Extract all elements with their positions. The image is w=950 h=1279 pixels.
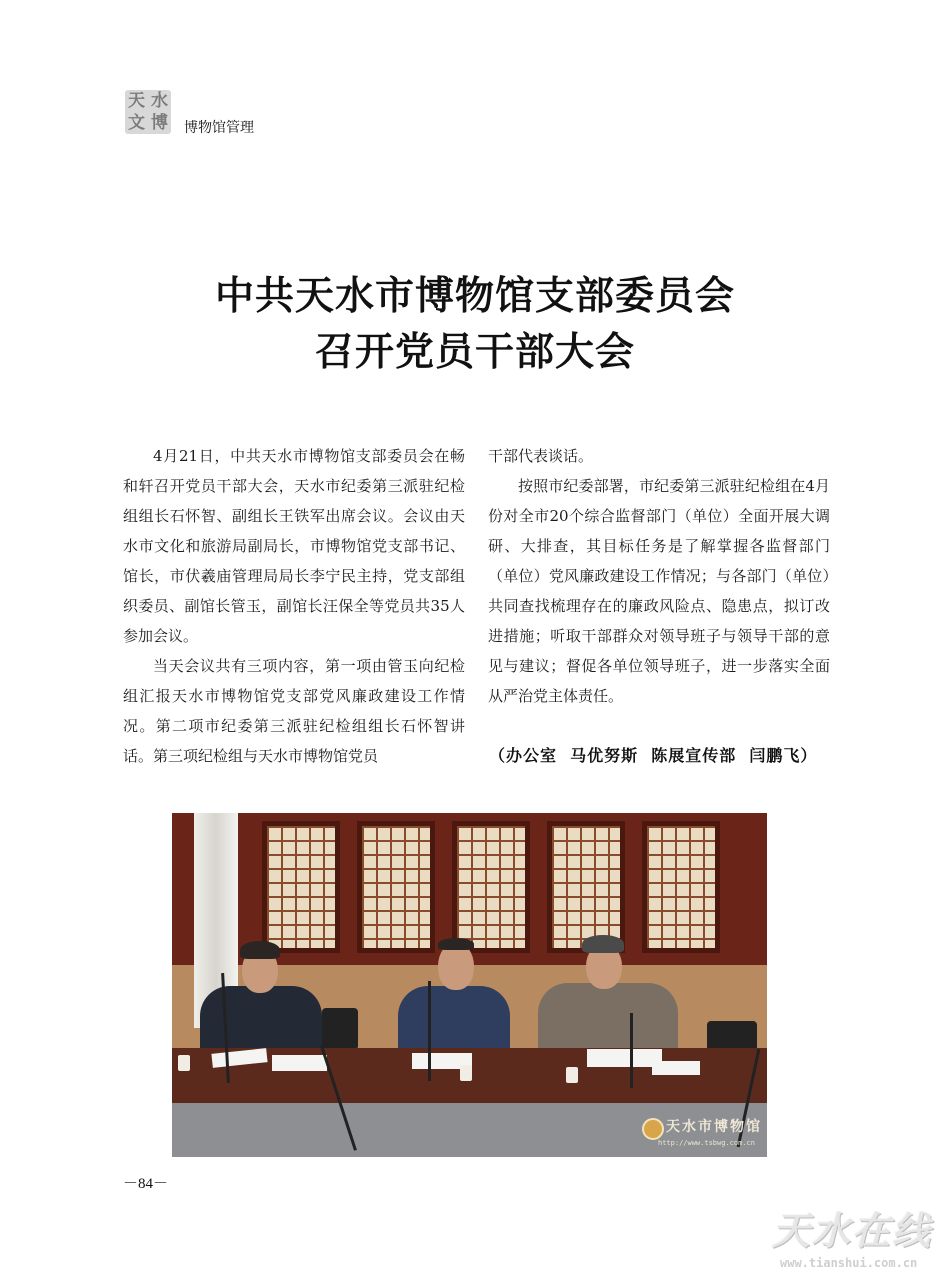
title-line-1: 中共天水市博物馆支部委员会 <box>214 273 735 319</box>
lattice-window <box>547 821 625 953</box>
logo-char: 天 <box>128 90 145 111</box>
paragraph: 4月21日，中共天水市博物馆支部委员会在畅和轩召开党员干部大会，天水市纪委第三派驻纪检组组长石怀智、副组长王铁军出席会议。会议由天水市文化和旅游局副局长，市博物馆党支部书记、馆长，市伏羲庙管理局局长李宁民主持，党支部组织委员、副馆长管玉，副馆长汪保全等党员共35人参加会议。 <box>123 447 465 645</box>
microphone <box>428 981 431 1081</box>
logo-char: 博 <box>151 112 168 133</box>
microphone <box>630 1013 633 1088</box>
museum-watermark-icon <box>642 1118 664 1140</box>
tea-cup <box>460 1065 472 1081</box>
tea-cup <box>178 1055 190 1071</box>
logo-char: 文 <box>128 112 145 133</box>
tea-cup <box>566 1067 578 1083</box>
paragraph-continued: 干部代表谈话。 <box>488 447 594 465</box>
lattice-window <box>357 821 435 953</box>
paragraph: 按照市纪委部署，市纪委第三派驻纪检组在4月份对全市20个综合监督部门（单位）全面开展大调研、大排查，其目标任务是了解掌握各监督部门（单位）党风廉政建设工作情况；与各部门（单位）共同查找梳理存在的廉政风险点、隐患点，拟订改进措施；听取干部群众对领导班子与领导干部的意见与建议；督促各单位领导班子，进一步落实全面从严治党主体责任。 <box>488 477 830 705</box>
logo-char: 水 <box>151 90 168 111</box>
article-title <box>0 268 950 380</box>
body-column-right <box>488 441 830 711</box>
document <box>587 1049 662 1067</box>
museum-logo <box>125 90 171 134</box>
chair <box>322 1008 358 1050</box>
title-line-2: 召开党员干部大会 <box>314 329 635 375</box>
document <box>272 1055 327 1071</box>
site-watermark-name: 天水在线 <box>772 1209 933 1253</box>
body-column-left <box>123 441 465 771</box>
byline: （办公室 马优努斯 陈展宣传部 闫鹏飞） <box>489 746 818 765</box>
lattice-window <box>642 821 720 953</box>
photo-watermark: 天水市博物馆 <box>666 1119 762 1135</box>
meeting-photo <box>172 813 767 1157</box>
site-watermark <box>772 1200 942 1274</box>
section-label: 博物馆管理 <box>184 120 254 136</box>
lattice-window <box>452 821 530 953</box>
page-number: －84－ <box>123 1176 169 1192</box>
site-watermark-url: www.tianshui.com.cn <box>780 1256 918 1270</box>
document <box>652 1061 700 1075</box>
photo-watermark-url: http://www.tsbwg.com.cn <box>658 1139 755 1147</box>
lattice-window <box>262 821 340 953</box>
paragraph: 当天会议共有三项内容，第一项由管玉向纪检组汇报天水市博物馆党支部党风廉政建设工作情况。第二项市纪委第三派驻纪检组组长石怀智讲话。第三项纪检组与天水市博物馆党员 <box>123 657 465 765</box>
